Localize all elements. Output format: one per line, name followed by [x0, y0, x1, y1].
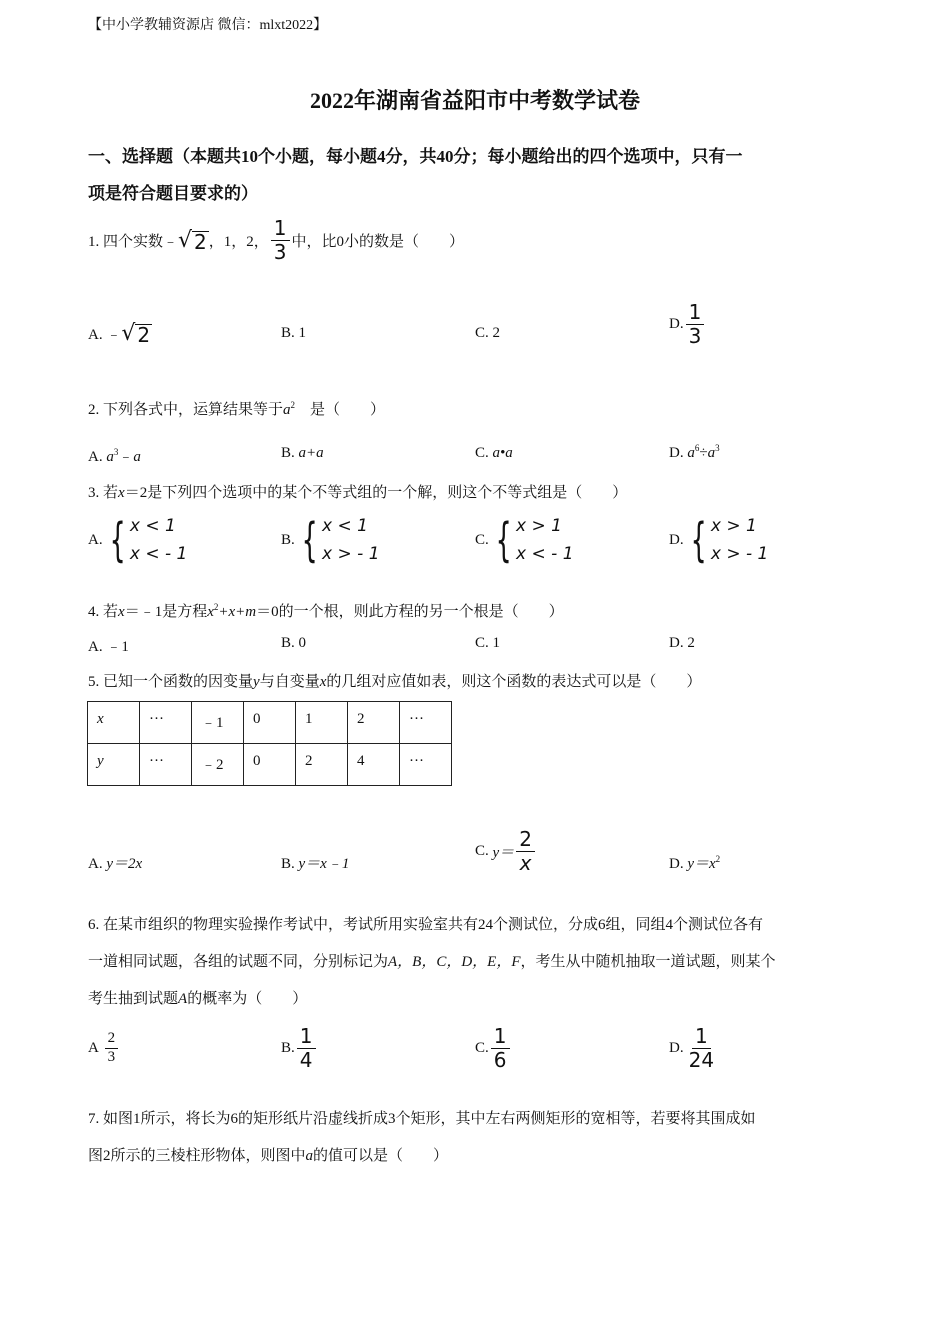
- table-cell: 0: [244, 702, 296, 744]
- table-cell: 4: [348, 744, 400, 786]
- q6-option-c[interactable]: C. $\frac{1}{6}$: [475, 1020, 512, 1076]
- q3-option-d[interactable]: D. { x > 1 x > ‑ 1: [669, 513, 769, 567]
- q1-stem-post: 中，比0小的数是（ ）: [291, 233, 465, 250]
- q2-option-c[interactable]: C. a•a: [475, 445, 513, 461]
- q1-option-c[interactable]: C. 2: [475, 325, 501, 341]
- q5-option-d[interactable]: D. $y=x^2$: [669, 854, 721, 872]
- question-6-line3: 考生抽到试题A的概率为（ ）: [88, 991, 308, 1007]
- q6-option-b-fraction: $\frac{1}{4}$: [297, 1025, 316, 1072]
- q1-sqrt: √ 2: [178, 227, 207, 254]
- q3-option-b-system: { x < 1 x > ‑ 1: [301, 513, 380, 567]
- table-cell: ···: [400, 702, 452, 744]
- page-header: 【中小学教辅资源店 微信：mlxt2022】: [88, 18, 328, 33]
- q1-stem-pre: 1. 四个实数﹣: [88, 233, 179, 250]
- table-cell: ···: [140, 702, 192, 744]
- question-7-line1: 7. 如图1所示，将长为6的矩形纸片沿虚线折成3个矩形，其中左右两侧矩形的宽相等，若要将其围成如: [88, 1111, 756, 1127]
- q3-option-c[interactable]: C. { x > 1 x < ‑ 1: [475, 513, 574, 567]
- q5-option-c-fraction: $\frac{2}{x}$: [516, 828, 535, 875]
- q1-stem-mid: ，1，2，: [208, 233, 269, 250]
- table-cell: ···: [140, 744, 192, 786]
- q5-value-table: [87, 701, 452, 786]
- q1-fraction: $\frac{1}{3}$: [271, 217, 290, 264]
- question-7-line2: 图2所示的三棱柱形物体，则图中a的值可以是（ ）: [88, 1148, 449, 1164]
- q1-option-d-fraction: $\frac{1}{3}$: [686, 301, 705, 348]
- q3-option-b[interactable]: B. { x < 1 x > ‑ 1: [281, 513, 380, 567]
- q5-option-a[interactable]: A. y＝2x: [88, 856, 143, 872]
- page-title: 2022年湖南省益阳市中考数学试卷: [309, 88, 640, 113]
- q3-option-d-system: { x > 1 x > ‑ 1: [690, 513, 769, 567]
- q2-option-d[interactable]: D. $a^6\div a^3$: [669, 443, 720, 461]
- table-cell: 0: [244, 744, 296, 786]
- table-cell: 1: [296, 702, 348, 744]
- q1-option-b[interactable]: B. 1: [281, 325, 307, 341]
- q6-option-b[interactable]: B. $\frac{1}{4}$: [281, 1020, 318, 1076]
- question-6-line1: 6. 在某市组织的物理实验操作考试中，考试所用实验室共有24个测试位，分成6组，同组4个测试位各有: [88, 917, 764, 933]
- question-2: 2. 下列各式中，运算结果等于$a^2$ 是（ ）: [88, 400, 386, 418]
- q3-option-c-system: { x > 1 x < ‑ 1: [495, 513, 574, 567]
- question-6-line2: 一道相同试题，各组的试题不同，分别标记为A，B，C，D，E，F，考生从中随机抽取一道试题，则某个: [88, 954, 776, 970]
- table-cell: ···: [400, 744, 452, 786]
- q6-option-c-fraction: $\frac{1}{6}$: [491, 1025, 510, 1072]
- question-4: 4. 若x＝﹣1是方程$x^2+x+m=0$的一个根，则此方程的另一个根是（ ）: [88, 602, 564, 620]
- table-cell: y: [88, 744, 140, 786]
- q3-option-a[interactable]: A. { x < 1 x < ‑ 1: [88, 513, 188, 567]
- table-cell: x: [88, 702, 140, 744]
- q6-option-a[interactable]: A $\frac{2}{3}$: [88, 1022, 120, 1074]
- q1-option-a[interactable]: A. ﹣ √ 2: [88, 320, 151, 347]
- q4-option-b[interactable]: B. 0: [281, 635, 307, 651]
- section-heading-line1: 一、选择题（本题共10个小题，每小题4分，共40分；每小题给出的四个选项中，只有一: [88, 147, 743, 166]
- table-row: [88, 702, 452, 744]
- q1-option-a-sqrt: √ 2: [121, 320, 151, 347]
- section-heading-line2: 项是符合题目要求的）: [88, 184, 258, 203]
- q6-option-a-fraction: $\frac{2}{3}$: [105, 1030, 119, 1066]
- q4-option-a[interactable]: A. ﹣1: [88, 639, 129, 655]
- q5-option-c[interactable]: C. y＝ $\frac{2}{x}$: [475, 823, 537, 879]
- table-cell: 2: [296, 744, 348, 786]
- q2-option-b[interactable]: B. a+a: [281, 445, 324, 461]
- q6-option-d-fraction: $\frac{1}{24}$: [688, 1023, 715, 1072]
- q4-option-d[interactable]: D. 2: [669, 635, 695, 651]
- question-3: 3. 若x＝2是下列四个选项中的某个不等式组的一个解，则这个不等式组是（ ）: [88, 485, 628, 501]
- table-cell: ﹣1: [192, 702, 244, 744]
- q2-option-a[interactable]: A. $a^3﹣a$: [88, 447, 141, 465]
- table-cell: 2: [348, 702, 400, 744]
- q3-option-a-system: { x < 1 x < ‑ 1: [109, 513, 188, 567]
- table-cell: ﹣2: [192, 744, 244, 786]
- question-5: 5. 已知一个函数的因变量y与自变量x的几组对应值如表，则这个函数的表达式可以是（ ）: [88, 674, 702, 690]
- q5-option-b[interactable]: B. y＝x﹣1: [281, 856, 350, 872]
- q4-option-c[interactable]: C. 1: [475, 635, 501, 651]
- question-1: [88, 212, 464, 268]
- q1-option-d[interactable]: D. $\frac{1}{3}$: [669, 296, 706, 352]
- q6-option-d[interactable]: D. $\frac{1}{24}$: [669, 1020, 719, 1076]
- table-row: [88, 744, 452, 786]
